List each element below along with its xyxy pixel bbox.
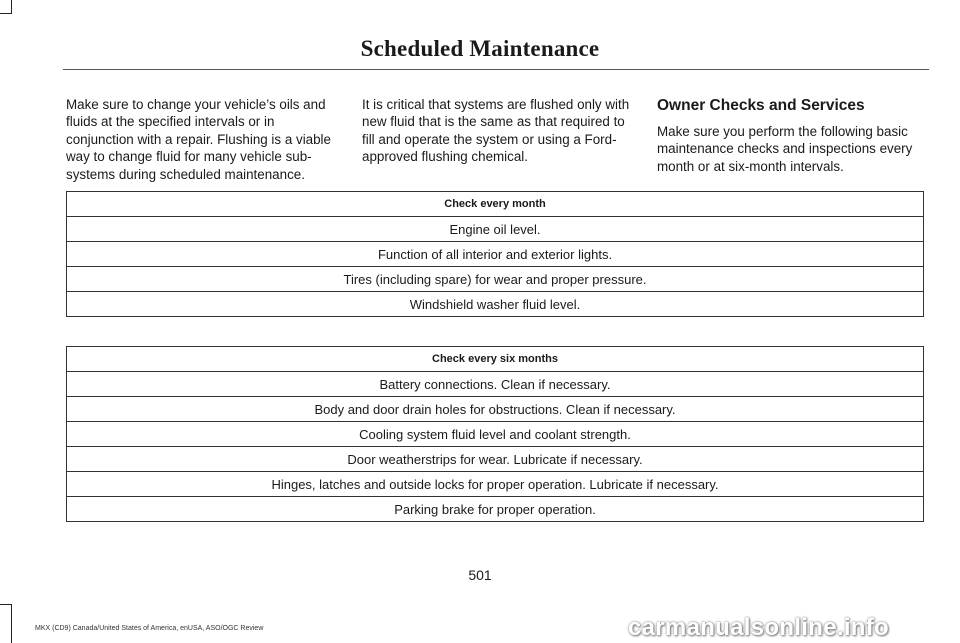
table-cell: Battery connections. Clean if necessary. <box>67 372 924 397</box>
table-row <box>67 472 924 497</box>
owner-checks-paragraph: Make sure you perform the following basic maintenance checks and inspections every month or at six-month intervals. <box>657 124 913 174</box>
crop-mark-bottom-left-h <box>0 604 12 605</box>
table-row <box>67 422 924 447</box>
table-row <box>67 217 924 242</box>
table-cell: Tires (including spare) for wear and proper pressure. <box>67 267 924 292</box>
monthly-checks-header: Check every month <box>67 192 924 217</box>
table-row <box>67 497 924 522</box>
intro-paragraph-middle: It is critical that systems are flushed only with new fluid that is the same as that required to fill and operate the system or using a Ford-approved flushing chemical. <box>362 97 630 165</box>
title-rule <box>63 69 929 70</box>
crop-mark-top-left-h <box>0 13 12 14</box>
intro-column-middle <box>362 96 640 166</box>
page-title: Scheduled Maintenance <box>360 36 600 61</box>
table-row <box>67 397 924 422</box>
table-cell: Door weatherstrips for wear. Lubricate if necessary. <box>67 447 924 472</box>
page-number: 501 <box>468 567 492 583</box>
intro-column-left <box>66 96 344 183</box>
table-cell: Hinges, latches and outside locks for proper operation. Lubricate if necessary. <box>67 472 924 497</box>
intro-paragraph-left: Make sure to change your vehicle’s oils and fluids at the specified intervals or in conjunction with a repair. Flushing is a viable way to change fluid for many vehicle sub-systems during scheduled maintenance. <box>66 97 331 182</box>
six-month-checks-table <box>66 346 924 522</box>
table-cell: Windshield washer fluid level. <box>67 292 924 317</box>
table-row <box>67 447 924 472</box>
table-cell: Body and door drain holes for obstructions. Clean if necessary. <box>67 397 924 422</box>
owner-checks-heading: Owner Checks and Services <box>657 97 865 114</box>
table-row <box>67 372 924 397</box>
footer-text: MKX (CD9) Canada/United States of America, enUSA, ASO/OGC Review <box>35 625 264 632</box>
table-row <box>67 292 924 317</box>
watermark: carmanualsonline.info <box>628 614 890 641</box>
table-cell: Function of all interior and exterior lights. <box>67 242 924 267</box>
six-month-checks-header: Check every six months <box>67 347 924 372</box>
table-cell: Parking brake for proper operation. <box>67 497 924 522</box>
crop-mark-bottom-left-v <box>11 604 12 643</box>
table-cell: Cooling system fluid level and coolant strength. <box>67 422 924 447</box>
table-cell: Engine oil level. <box>67 217 924 242</box>
table-row <box>67 267 924 292</box>
table-row <box>67 242 924 267</box>
intro-column-right <box>657 96 927 175</box>
monthly-checks-table <box>66 191 924 317</box>
crop-mark-top-left-v <box>11 0 12 14</box>
